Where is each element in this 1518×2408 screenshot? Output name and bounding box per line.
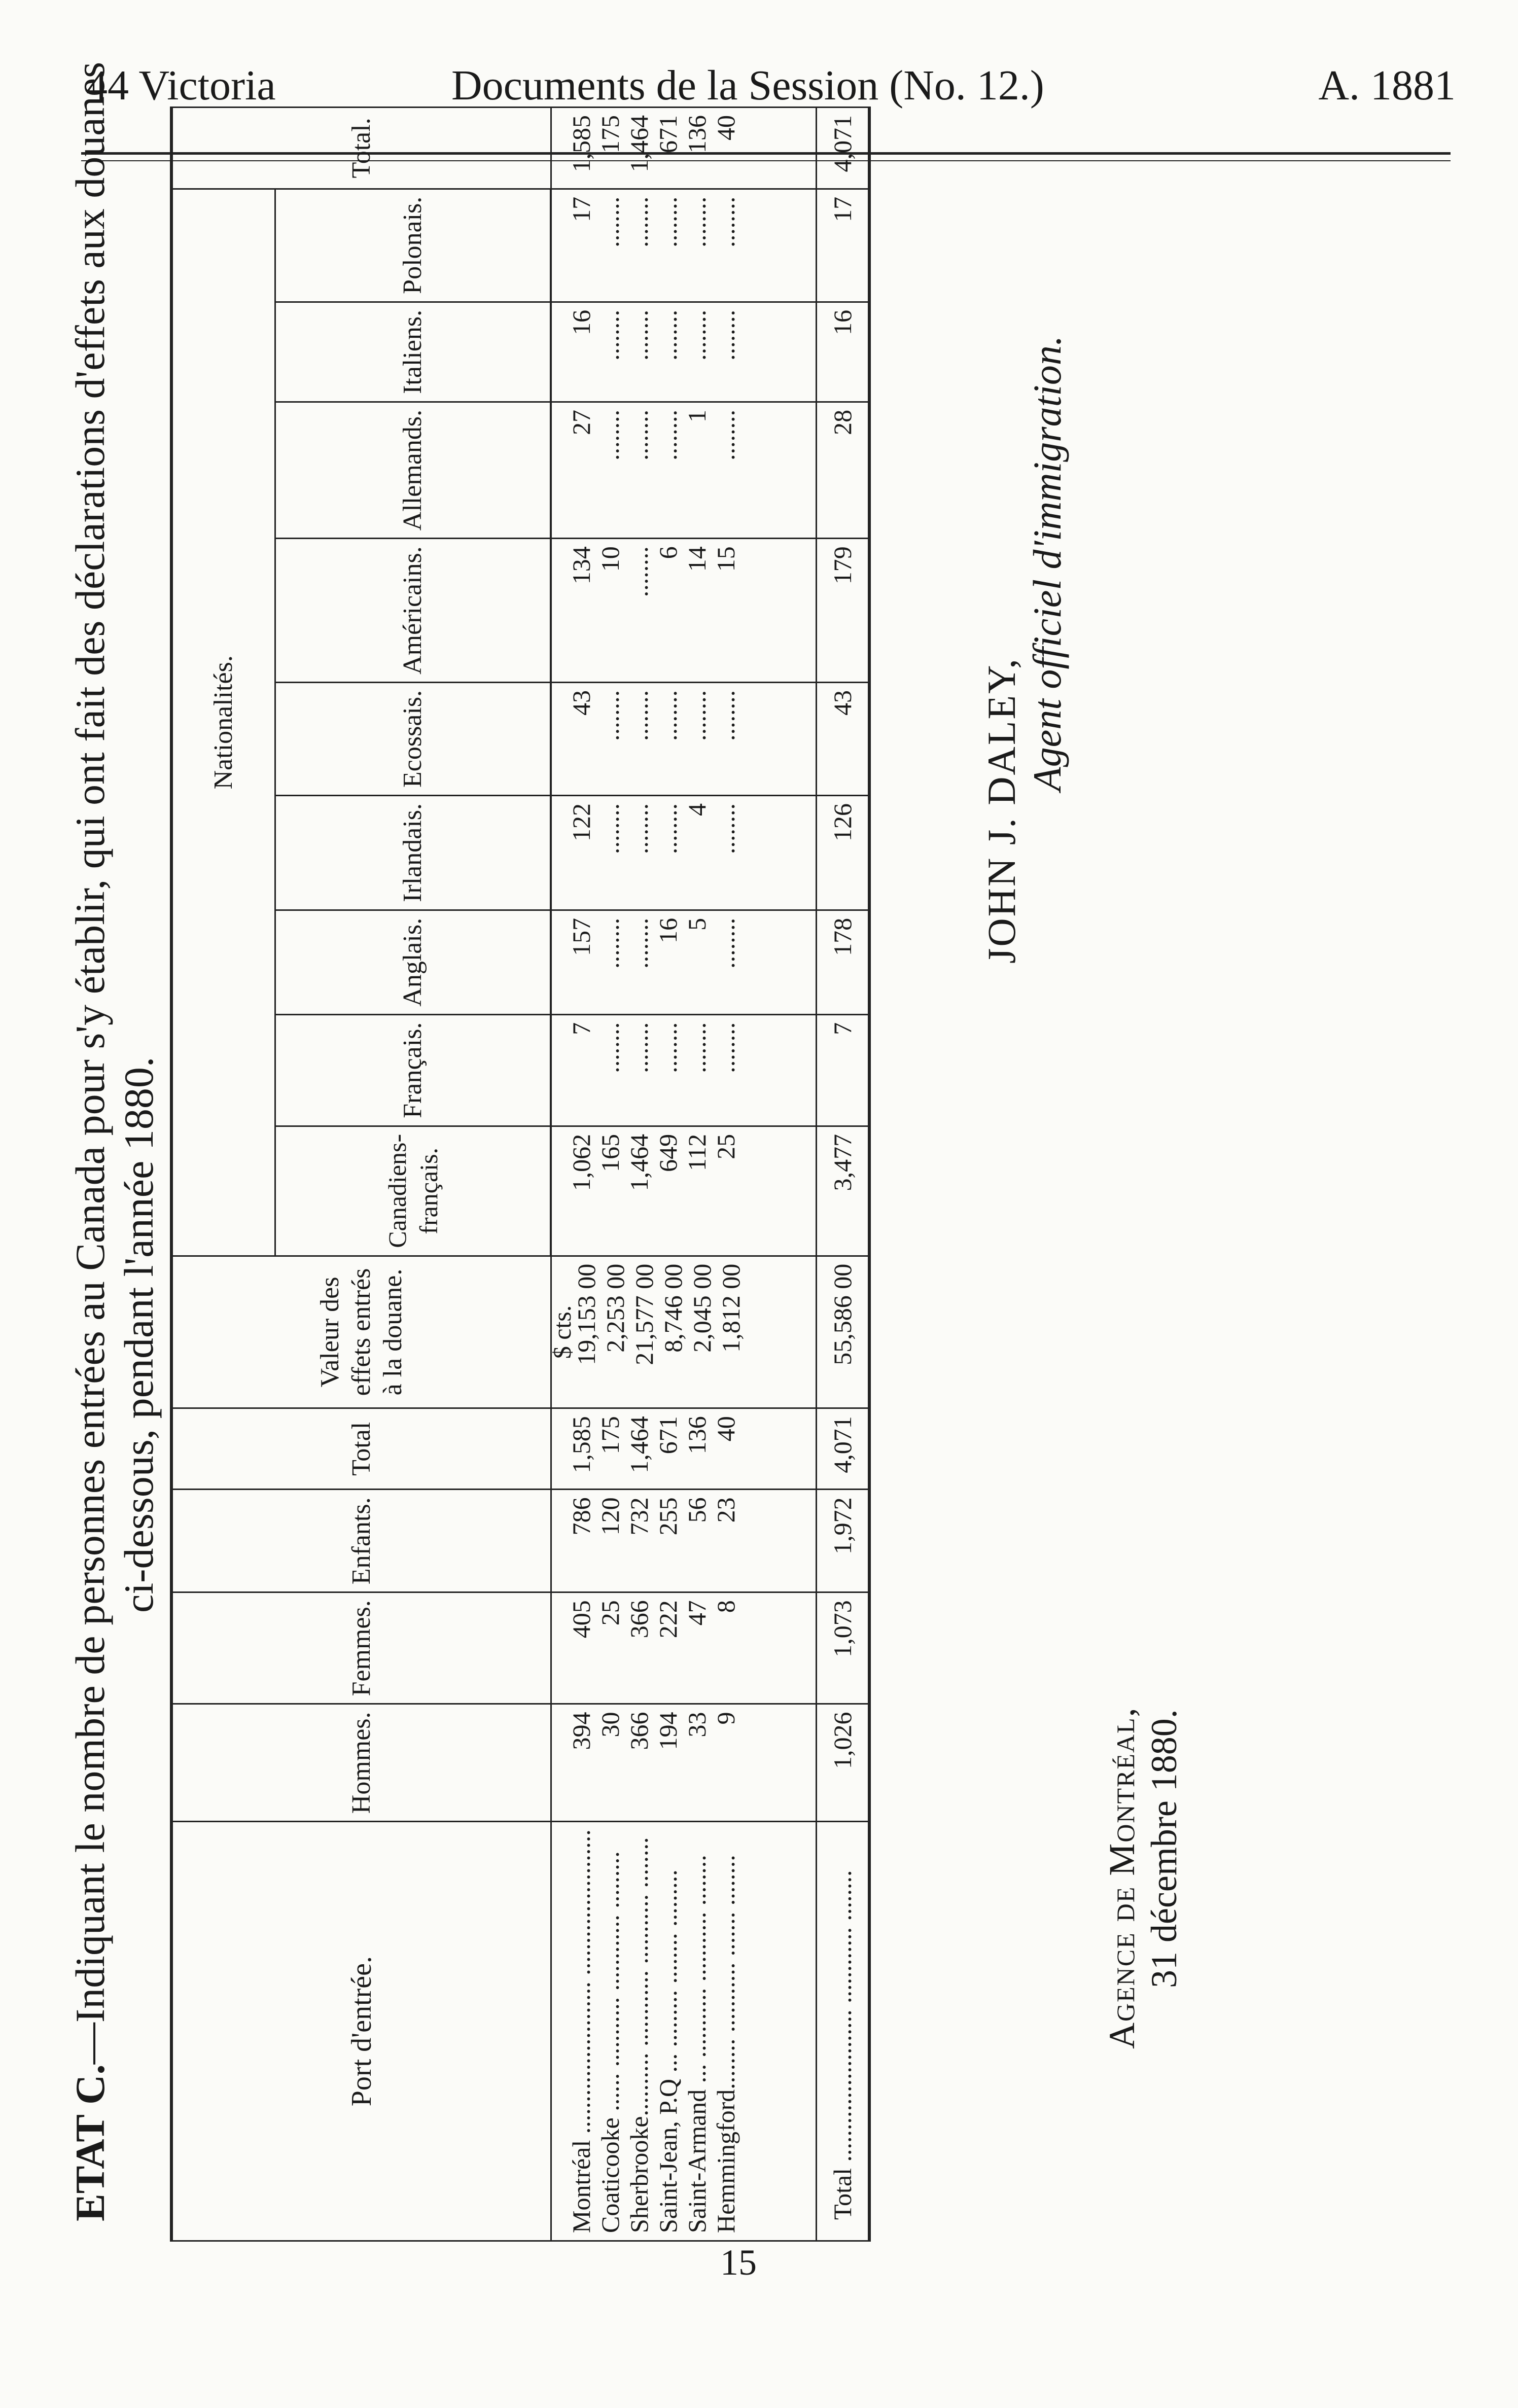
cell-allemands: ........ [596,409,624,461]
cell-enfants: 23 [711,1497,740,1523]
immigration-table [170,107,871,2242]
cell-polonais: ........ [654,196,682,247]
cell-allemands: ........ [654,409,682,461]
cell-total2: 671 [653,115,682,153]
cell-allemands: 1 [683,409,711,422]
col-ecossais [551,682,817,795]
cell-total: 671 [653,1416,682,1455]
cell-anglais: 157 [567,917,595,956]
total-hommes: 1,026 [817,1704,870,1822]
signature-title: Agent officiel d'immigration. [1025,335,1069,791]
rotated-page-content [66,61,1334,2242]
cell-port: Saint-Jean, P.Q ... ......... ........ ......... [653,1869,682,2233]
cell-irlandais: ........ [654,803,682,854]
cell-anglais: 5 [683,917,711,931]
cell-total: 175 [595,1416,624,1455]
col-enfants [551,1490,817,1592]
cell-francais: ........ [683,1022,711,1073]
agency-prefix: Agence de [1102,1875,1142,2049]
cell-enfants: 732 [624,1497,653,1536]
cell-enfants: 786 [567,1497,595,1536]
header-hommes: Hommes. [171,1704,551,1822]
cell-femmes: 8 [711,1600,740,1613]
cell-ecossais: ........ [596,690,624,741]
cell-enfants: 120 [595,1497,624,1536]
title-label: ETAT C. [67,2064,113,2221]
total-valeur: 55,586 00 [817,1256,870,1408]
cell-femmes: 47 [682,1600,711,1626]
cell-americains: 14 [683,546,711,572]
cell-total: 1,585 [567,1416,595,1473]
cell-polonais: 17 [567,196,595,222]
cell-americains: 15 [712,546,740,572]
header-anglais: Anglais. [275,910,551,1014]
cell-americains: 134 [567,546,595,585]
cell-americains: ........ [625,546,653,597]
total-total: 4,071 [817,1408,870,1490]
header-volume: 44 Victoria [86,62,276,109]
cell-francais: ........ [654,1022,682,1073]
header-canadiens: Canadiens-français. [275,1126,551,1256]
total-ecossais: 43 [817,682,870,795]
total-allemands: 28 [817,402,870,538]
header-title: Documents de la Session (No. 12.) [451,62,1044,109]
total-italiens: 16 [817,302,870,402]
col-port [551,1822,817,2241]
cell-irlandais: ........ [712,803,740,854]
cell-total2: 1,464 [624,115,653,172]
cell-valeur: 19,153 00 [572,1263,601,1365]
col-americains [551,539,817,683]
cell-femmes: 222 [653,1600,682,1639]
cell-canadiens: 165 [596,1134,624,1172]
cell-valeur-units: $ cts. [547,1305,576,1359]
cell-polonais: ........ [596,196,624,247]
signature-agency [1101,1707,1143,2049]
cell-francais: 7 [567,1022,595,1035]
header-total2: Total. [171,108,551,189]
total-americains: 179 [817,539,870,683]
table-title [66,61,163,2221]
cell-total: 136 [682,1416,711,1455]
header-nationalites: Nationalités. [171,189,275,1256]
col-italiens [551,302,817,402]
cell-port: Saint-Armand ... ........... ........... ........ [682,1855,711,2233]
cell-valeur: 1,812 00 [716,1263,745,1353]
cell-allemands: ........ [712,409,740,461]
cell-irlandais: ........ [625,803,653,854]
cell-femmes: 366 [624,1600,653,1639]
cell-total2: 175 [595,115,624,153]
page-number: 15 [720,2242,757,2283]
header-year: A. 1881 [1318,62,1456,109]
cell-total2: 1,585 [567,115,595,172]
cell-ecossais: ........ [625,690,653,741]
signature-name: JOHN J. DALEY, [979,657,1023,964]
cell-canadiens: 1,062 [567,1134,595,1191]
cell-port: Coaticooke ...... ........... ............ ......... [595,1851,624,2233]
header-americains: Américains. [275,539,551,683]
col-canadiens [551,1126,817,1256]
header-total: Total [171,1408,551,1490]
signature-date: 31 décembre 1880. [1144,1709,1184,1988]
cell-valeur: 8,746 00 [658,1263,687,1353]
cell-total2: 40 [711,115,740,140]
cell-hommes: 366 [624,1712,653,1750]
cell-anglais: ........ [596,917,624,969]
cell-francais: ........ [625,1022,653,1073]
cell-canadiens: 649 [654,1134,682,1172]
cell-hommes: 9 [711,1712,740,1725]
cell-hommes: 33 [682,1712,711,1738]
cell-canadiens: 112 [683,1134,711,1172]
col-femmes [551,1592,817,1704]
header-port: Port d'entrée. [171,1822,551,2241]
header-italiens: Italiens. [275,302,551,402]
col-anglais [551,910,817,1014]
cell-allemands: 27 [567,409,595,435]
col-hommes [551,1704,817,1822]
col-valeur [547,1256,817,1408]
cell-italiens: ........ [683,309,711,361]
table-total-row [817,108,870,2241]
cell-port: Montréal ........................ ....................... [567,1829,595,2233]
cell-hommes: 194 [653,1712,682,1750]
cell-francais: ........ [596,1022,624,1073]
header-ecossais: Ecossais. [275,682,551,795]
cell-femmes: 25 [595,1600,624,1626]
cell-canadiens: 25 [712,1134,740,1159]
cell-polonais: ........ [712,196,740,247]
title-text: —Indiquant le nombre de personnes entrées au Canada pour s'y établir, qui ont fait des déclarations d'effets aux douanes [67,61,113,2065]
cell-enfants: 255 [653,1497,682,1536]
cell-irlandais: 122 [567,803,595,841]
col-francais [551,1014,817,1126]
total-femmes: 1,073 [817,1592,870,1704]
cell-port: Hemmingford........ ........... ....... ........ [711,1855,740,2233]
cell-enfants: 56 [682,1497,711,1523]
cell-americains: 10 [596,546,624,572]
cell-irlandais: 4 [683,803,711,816]
cell-femmes: 405 [567,1600,595,1639]
total-total2: 4,071 [817,108,870,189]
total-irlandais: 126 [817,795,870,910]
header-francais: Français. [275,1014,551,1126]
cell-italiens: ........ [625,309,653,361]
cell-ecossais: ........ [654,690,682,741]
cell-total2: 136 [682,115,711,153]
cell-total: 40 [711,1416,740,1442]
cell-ecossais: ........ [683,690,711,741]
title-line2: ci-dessous, pendant l'année 1880. [116,1056,162,1613]
total-anglais: 178 [817,910,870,1014]
cell-valeur: 2,253 00 [601,1263,629,1353]
cell-anglais: ........ [625,917,653,969]
col-irlandais [551,795,817,910]
cell-anglais: ........ [712,917,740,969]
cell-hommes: 30 [595,1712,624,1738]
col-total2 [551,108,817,189]
cell-polonais: ........ [625,196,653,247]
cell-valeur: 2,045 00 [687,1263,716,1353]
total-label: Total ........................ ............ ........ [817,1822,870,2241]
col-polonais [551,189,817,302]
cell-ecossais: ........ [712,690,740,741]
cell-italiens: ........ [712,309,740,361]
total-canadiens: 3,477 [817,1126,870,1256]
cell-valeur: 21,577 00 [629,1263,658,1365]
header-irlandais: Irlandais. [275,795,551,910]
total-polonais: 17 [817,189,870,302]
cell-allemands: ........ [625,409,653,461]
cell-ecossais: 43 [567,690,595,716]
header-polonais: Polonais. [275,189,551,302]
agency-city: Montréal, [1102,1707,1142,1876]
cell-irlandais: ........ [596,803,624,854]
col-total [551,1408,817,1490]
header-enfants: Enfants. [171,1490,551,1592]
header-valeur-label: Valeur des effets entrés à la douane. [315,1268,407,1396]
header-allemands: Allemands. [275,402,551,538]
cell-francais: ........ [712,1022,740,1073]
cell-italiens: ........ [654,309,682,361]
table-body-row [551,108,817,2241]
cell-total: 1,464 [624,1416,653,1473]
total-enfants: 1,972 [817,1490,870,1592]
cell-americains: 6 [654,546,682,559]
cell-italiens: ........ [596,309,624,361]
header-valeur [171,1256,551,1408]
cell-italiens: 16 [567,309,595,335]
cell-anglais: 16 [654,917,682,943]
cell-port: Sherbrooke.......... ............ ........... ........ [624,1837,653,2233]
header-femmes: Femmes. [171,1592,551,1704]
total-francais: 7 [817,1014,870,1126]
col-allemands [551,402,817,538]
cell-canadiens: 1,464 [625,1134,653,1191]
cell-polonais: ........ [683,196,711,247]
cell-hommes: 394 [567,1712,595,1750]
